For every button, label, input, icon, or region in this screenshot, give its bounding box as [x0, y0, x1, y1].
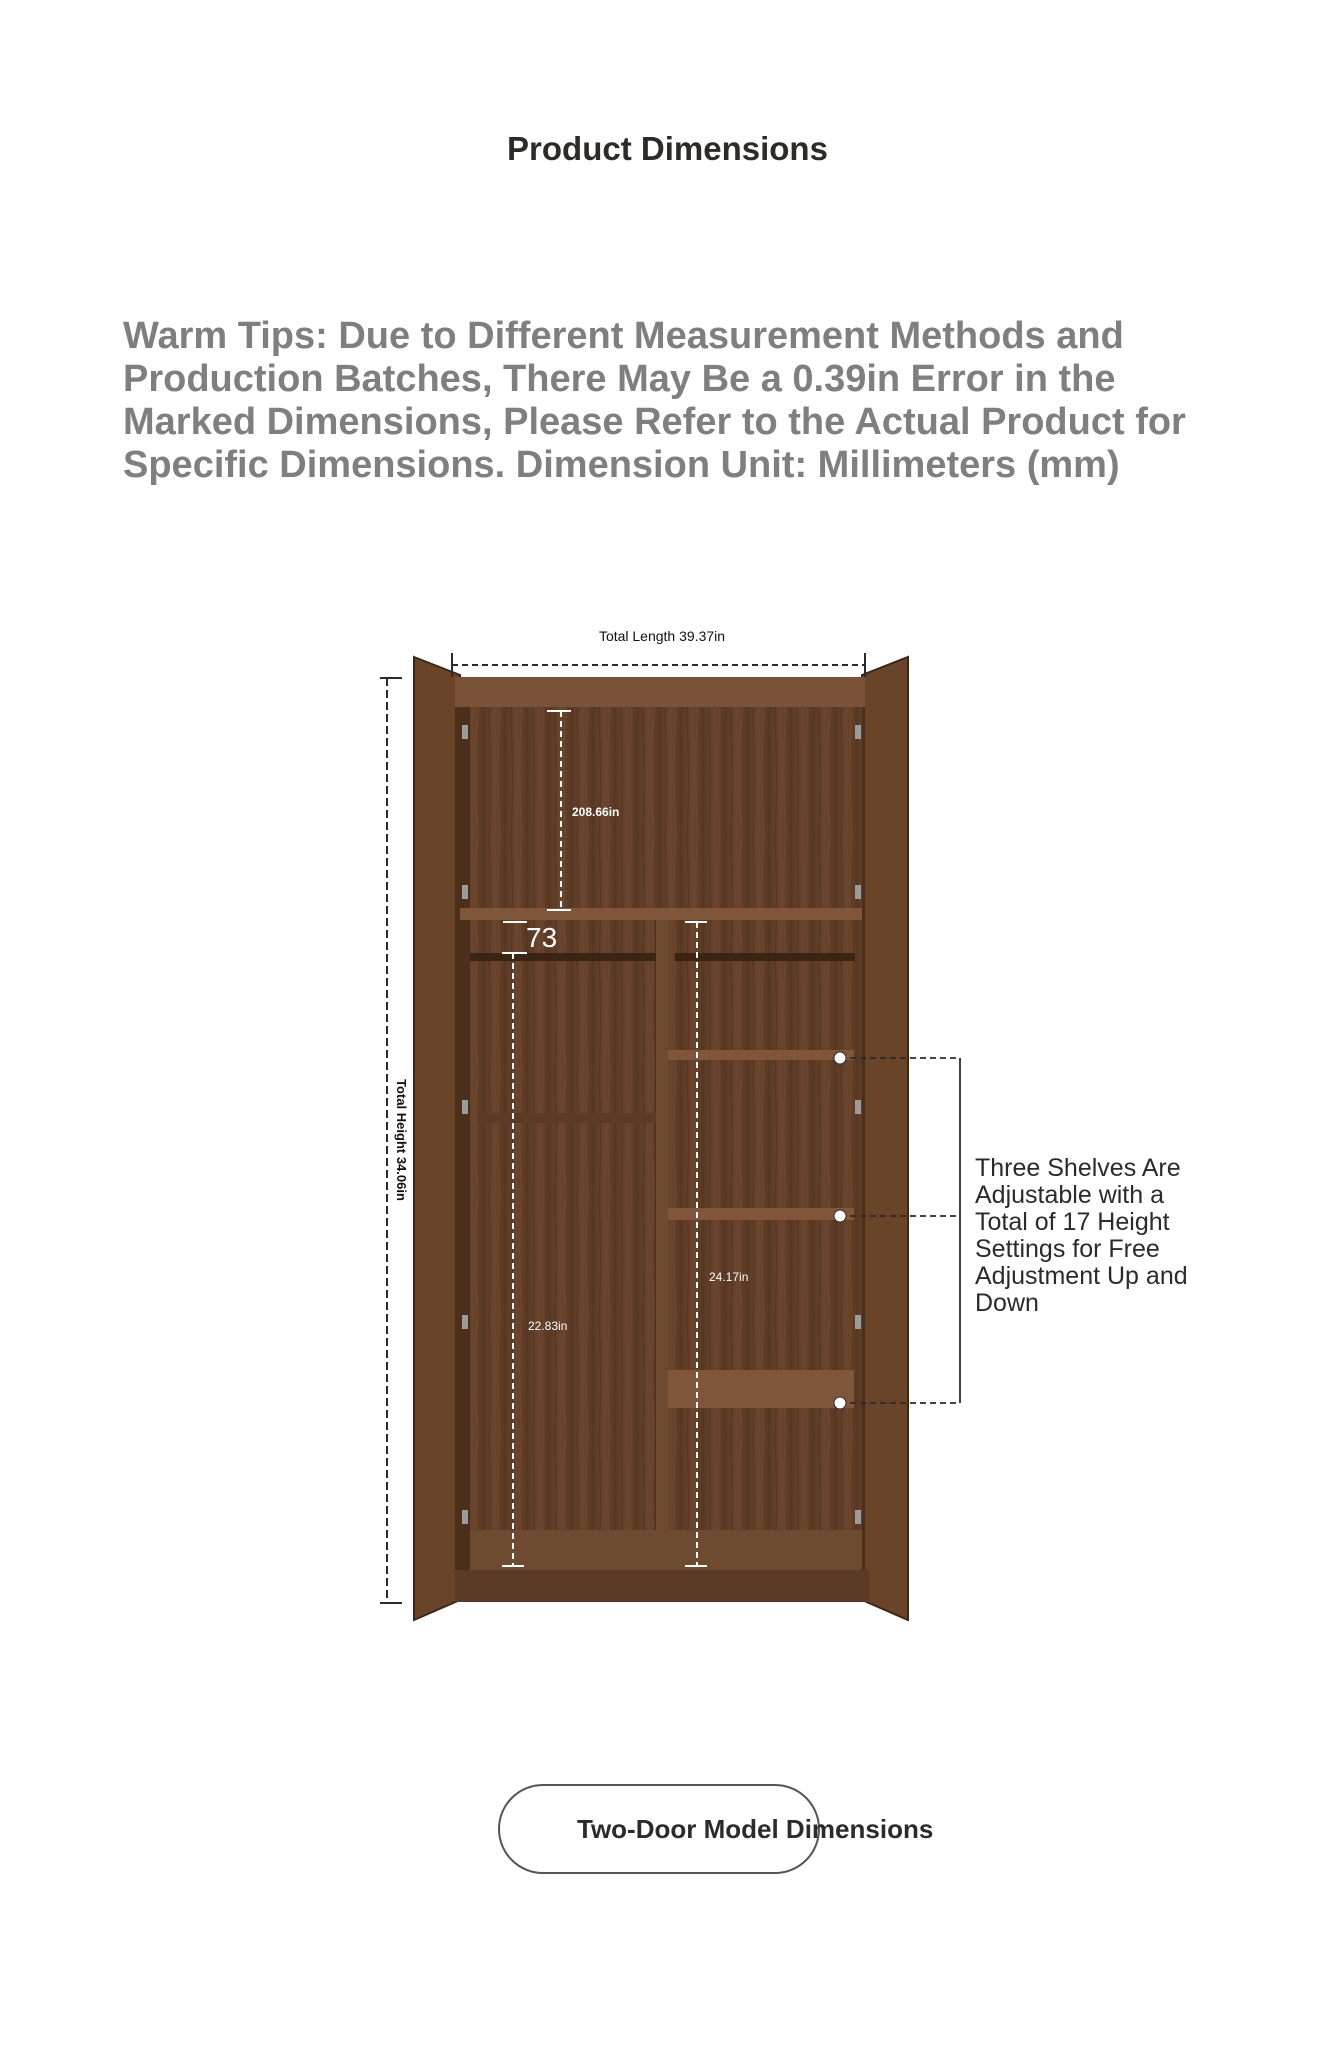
model-dimensions-label: Two-Door Model Dimensions — [577, 1814, 934, 1844]
left-door — [414, 657, 460, 1620]
shelf-marker-3 — [834, 1397, 846, 1409]
lower-left-back — [470, 920, 655, 1530]
upper-shelf — [460, 908, 862, 920]
total-height-label: Total Height 34.06in — [394, 1079, 409, 1201]
bottom-panel — [470, 1530, 862, 1570]
top-compartment-label: 208.66in — [572, 805, 620, 819]
warm-tips-text: Warm Tips: Due to Different Measurement Methods and Production Batches, There May Be a 0.39in Error in the Marked Dimensions, Please Refer to the Actual Product for Specific Dimensions. Dimension Unit: Millimeters (mm) — [123, 315, 1186, 486]
page-title: Product Dimensions — [507, 130, 828, 167]
adjustable-shelf-1 — [668, 1050, 854, 1060]
rail-gap-label: 73 — [526, 922, 558, 953]
right-compartment-label: 24.17in — [709, 1270, 749, 1284]
adjustable-shelf-callout: Three Shelves Are Adjustable with a Total of 17 Height Settings for Free Adjustment Up and Down — [975, 1154, 1188, 1317]
wardrobe-dimension-diagram — [350, 600, 1250, 1650]
center-divider — [656, 920, 668, 1570]
left-compartment-label: 22.83in — [528, 1319, 568, 1333]
top-panel — [455, 677, 865, 707]
shelf-marker-2 — [834, 1210, 846, 1222]
adjustable-shelf-2 — [668, 1208, 854, 1220]
adjustable-shelf-3 — [668, 1370, 854, 1408]
upper-back — [470, 707, 862, 910]
total-length-label: Total Length 39.37in — [598, 628, 726, 644]
right-door — [862, 657, 908, 1620]
hanging-rail — [470, 953, 656, 961]
plinth — [455, 1570, 869, 1602]
shelf-marker-1 — [834, 1052, 846, 1064]
